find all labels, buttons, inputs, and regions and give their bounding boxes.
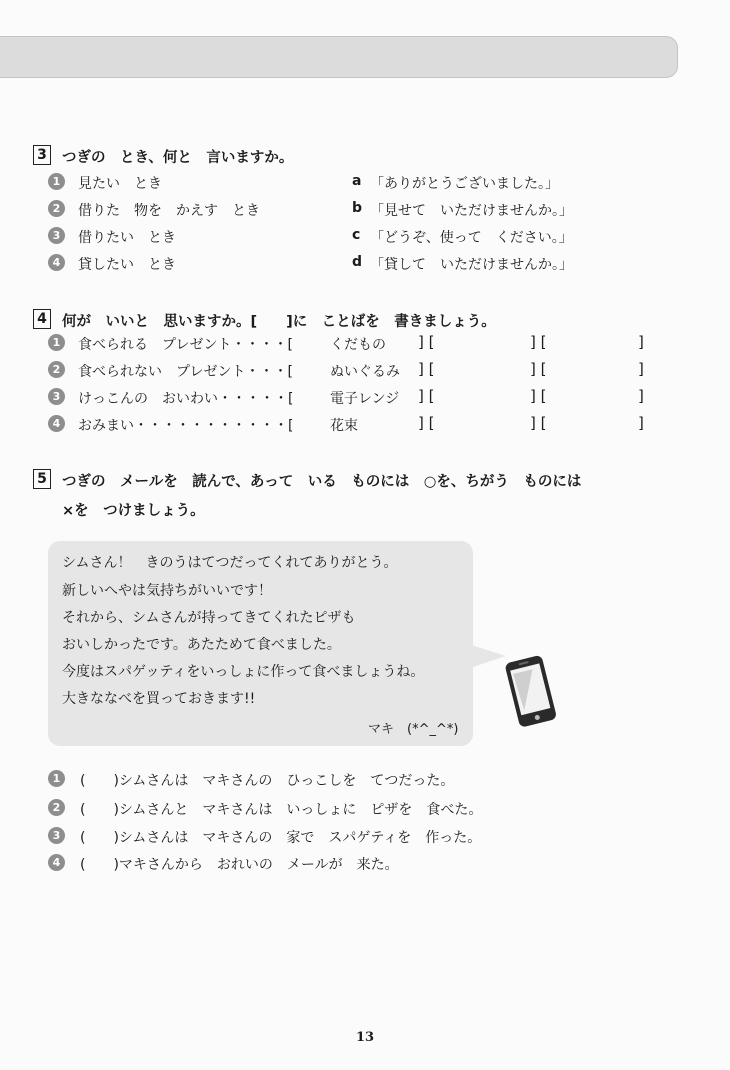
page-number: 13 bbox=[356, 1030, 375, 1045]
q3-title: つぎの とき、何と 言いますか。 bbox=[62, 150, 294, 166]
q4-item-4-number: 4 bbox=[48, 415, 65, 432]
q3-option-c-letter: c bbox=[352, 227, 361, 243]
q4-item-4: おみまい・・・・・・・・・・・[ bbox=[78, 418, 294, 434]
q4-item-4-blank-1[interactable]: ] [ bbox=[418, 414, 435, 432]
q4-item-2-number: 2 bbox=[48, 361, 65, 378]
q5-item-1[interactable]: ( )シムさんは マキさんの ひっこしを てつだった。 bbox=[80, 773, 455, 789]
q4-item-2-blank-3[interactable]: ] bbox=[638, 360, 644, 378]
q4-item-3-number: 3 bbox=[48, 388, 65, 405]
q5-item-4[interactable]: ( )マキさんから おれいの メールが 来た。 bbox=[80, 857, 399, 873]
q4-item-1: 食べられる プレゼント・・・・[ bbox=[78, 337, 293, 353]
q4-item-2-blank-1[interactable]: ] [ bbox=[418, 360, 435, 378]
email-line-2: 新しいへやは気持ちがいいです！ bbox=[62, 583, 272, 599]
q4-item-2: 食べられない プレゼント・・・[ bbox=[78, 364, 293, 380]
q4-item-2-example: ぬいぐるみ bbox=[330, 364, 400, 380]
q4-number: 4 bbox=[33, 309, 51, 329]
email-line-1: シムさん！ きのうはてつだってくれてありがとう。 bbox=[62, 555, 398, 571]
q3-option-d-letter: d bbox=[352, 254, 363, 270]
q3-option-a: 「ありがとうございました。」 bbox=[370, 176, 559, 192]
q4-item-3-example: 電子レンジ bbox=[330, 391, 400, 407]
q3-item-1-number: 1 bbox=[48, 173, 65, 190]
q3-number: 3 bbox=[33, 145, 51, 165]
q4-item-1-number: 1 bbox=[48, 334, 65, 351]
q3-item-1: 見たい とき bbox=[78, 176, 162, 192]
q4-item-1-example: くだもの bbox=[330, 337, 386, 353]
q4-item-3-blank-2[interactable]: ] [ bbox=[530, 387, 547, 405]
q3-item-3: 借りたい とき bbox=[78, 230, 176, 246]
header-band bbox=[0, 36, 678, 78]
q5-item-4-number: 4 bbox=[48, 854, 65, 871]
q5-item-3-number: 3 bbox=[48, 827, 65, 844]
q3-item-2-number: 2 bbox=[48, 200, 65, 217]
q3-item-4: 貸したい とき bbox=[78, 257, 176, 273]
email-line-4: おいしかったです。あたためて食べました。 bbox=[62, 637, 341, 653]
q5-number: 5 bbox=[33, 469, 51, 489]
q4-item-1-blank-3[interactable]: ] bbox=[638, 333, 644, 351]
q5-title-line-2: ×を つけましょう。 bbox=[62, 503, 205, 519]
email-line-5: 今度はスパゲッティをいっしょに作って食べましょうね。 bbox=[62, 664, 425, 680]
q4-item-4-blank-2[interactable]: ] [ bbox=[530, 414, 547, 432]
q3-option-b: 「見せて いただけませんか。」 bbox=[370, 203, 573, 219]
q3-option-d: 「貸して いただけませんか。」 bbox=[370, 257, 573, 273]
q3-option-a-letter: a bbox=[352, 173, 362, 189]
q5-item-1-number: 1 bbox=[48, 770, 65, 787]
q3-option-c: 「どうぞ、使って ください。」 bbox=[370, 230, 573, 246]
q5-title-line-1: つぎの メールを 読んで、あって いる ものには ○を、ちがう ものには bbox=[62, 474, 582, 490]
smartphone-icon bbox=[500, 652, 564, 732]
q4-item-3-blank-3[interactable]: ] bbox=[638, 387, 644, 405]
q4-item-3-blank-1[interactable]: ] [ bbox=[418, 387, 435, 405]
q5-item-2[interactable]: ( )シムさんと マキさんは いっしょに ピザを 食べた。 bbox=[80, 802, 483, 818]
q4-item-4-example: 花束 bbox=[330, 418, 358, 434]
email-line-3: それから、シムさんが持ってきてくれたピザも bbox=[62, 610, 356, 626]
q3-item-4-number: 4 bbox=[48, 254, 65, 271]
q4-item-2-blank-2[interactable]: ] [ bbox=[530, 360, 547, 378]
q5-item-2-number: 2 bbox=[48, 799, 65, 816]
q4-item-3: けっこんの おいわい・・・・・[ bbox=[78, 391, 294, 407]
q5-item-3[interactable]: ( )シムさんは マキさんの 家で スパゲティを 作った。 bbox=[80, 830, 482, 846]
q4-item-1-blank-2[interactable]: ] [ bbox=[530, 333, 547, 351]
email-line-6: 大きななべを買っておきます!! bbox=[62, 691, 256, 707]
q4-item-1-blank-1[interactable]: ] [ bbox=[418, 333, 435, 351]
q3-item-2: 借りた 物を かえす とき bbox=[78, 203, 260, 219]
q3-item-3-number: 3 bbox=[48, 227, 65, 244]
q3-option-b-letter: b bbox=[352, 200, 363, 216]
q4-item-4-blank-3[interactable]: ] bbox=[638, 414, 644, 432]
q4-title: 何が いいと 思いますか。[ ]に ことばを 書きましょう。 bbox=[62, 314, 496, 330]
email-signature: マキ (*^_^*) bbox=[368, 722, 459, 737]
